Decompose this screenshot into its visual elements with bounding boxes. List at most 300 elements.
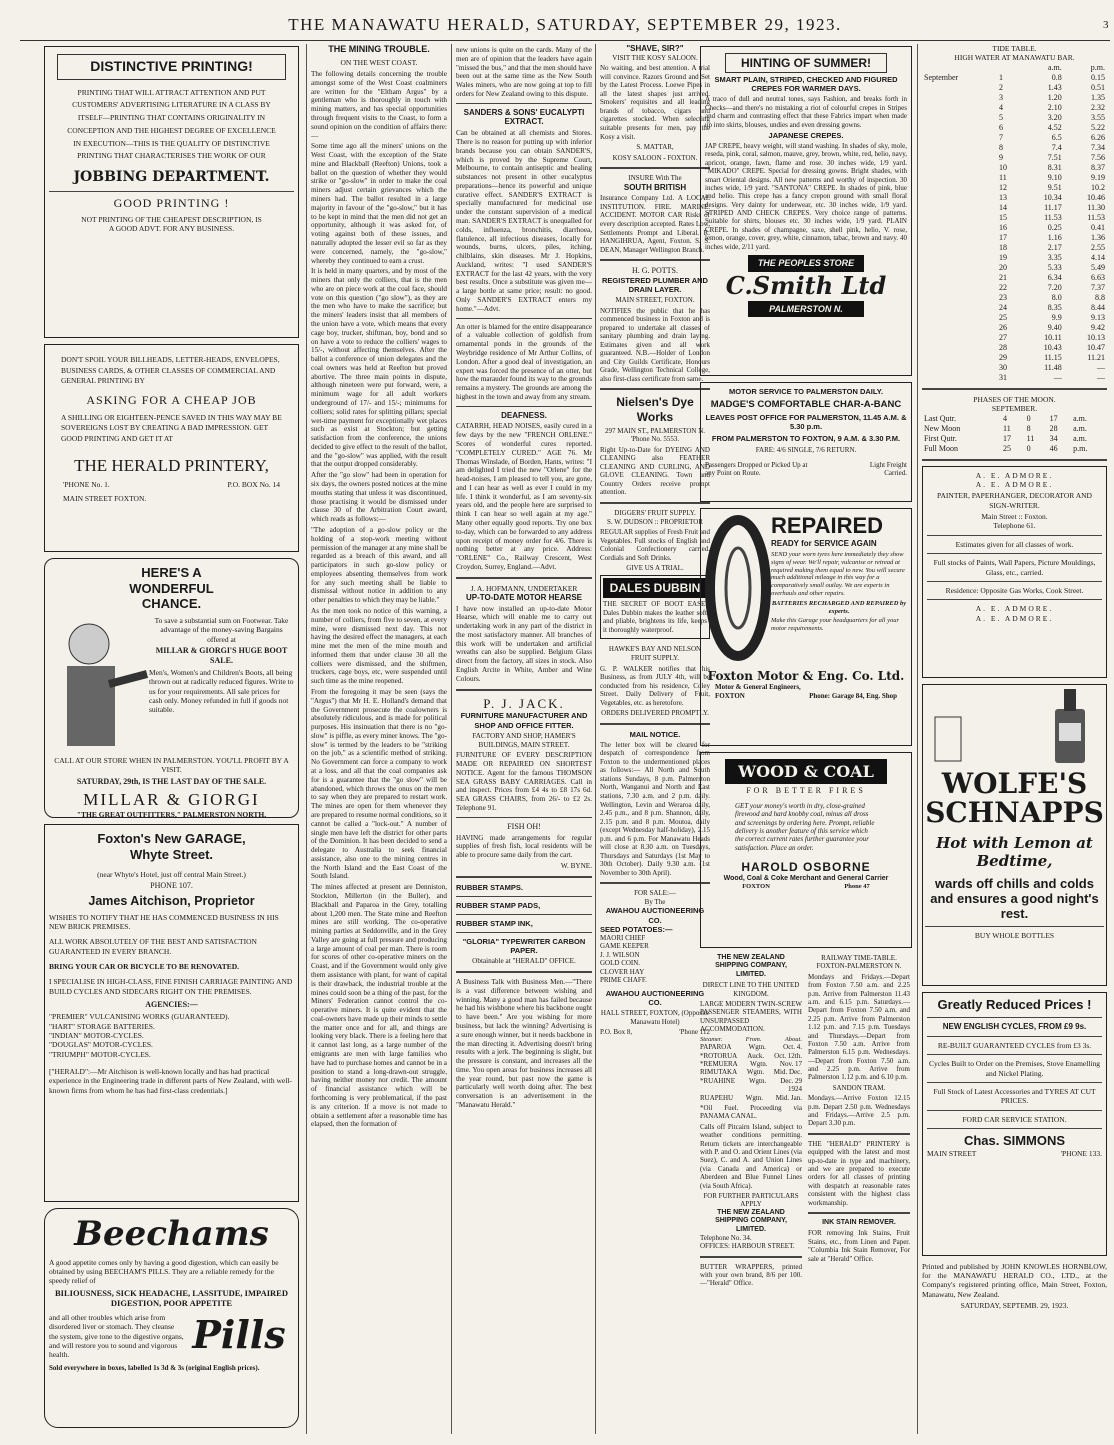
ad-body: PRINTING THAT WILL ATTRACT ATTENTION AND PUT CUSTOMERS' ADVERTISING LITERATURE IN A CLASS BY ITSELF—PRINTING THAT CONTAINS ORIGINALITY IN CONCEPTION AND THE HIGHEST DEGREE OF EXCELLENCE IN EXECUTION—THIS IS THE QUALITY OF DISTINCTIVE PRINTING THAT CHARACTERISES THE WORK OF OUR [67, 87, 276, 161]
tide-row [922, 313, 1107, 323]
buy-bottles: BUY WHOLE BOTTLES [974, 930, 1055, 940]
jack-address: FACTORY AND SHOP, HAMER'S BUILDINGS, MAIN STREET. [472, 731, 576, 749]
tide-time: — [1097, 362, 1105, 372]
gloria-heading: "GLORIA" TYPEWRITER CARBON PAPER. [462, 937, 586, 956]
cheap-job-heading: ASKING FOR A CHEAP JOB [86, 392, 257, 407]
for-sale: FOR SALE:— [634, 889, 676, 898]
column-5 [700, 44, 912, 1434]
tide-row [922, 233, 1107, 243]
column-4 [600, 44, 710, 1434]
article-paragraph: Some time ago all the miners' unions on the West Coast, with the exception of the State mine and Blackball (Reefton) Unions, took a ballot on the question of whether they would strike or "go-slow" in order to make the coal miners adjust certain grievances which the miners had. The ballot resulted in a large majority in favour of the "go-slow," but it has to be kept in mind that the men did not get an opportunity, although it was asked for, of voting against both of these issues, and naturally adopted the lesser evil so far as they were concerned, namely, the "go-slow," whereby they continued to earn a crust. [311, 142, 447, 265]
ship-cell: RUAPEHU [700, 1093, 734, 1102]
agency-item: "TRIUMPH" MOTOR-CYCLES. [49, 1049, 151, 1059]
accessories-stock: Full Stock of Latest Accessories and TYRES AT CUT PRICES. [933, 1086, 1096, 1106]
shave-heading: "SHAVE, SIR?" [626, 44, 684, 53]
tide-day: 2 [999, 82, 1004, 92]
garage-heading: Foxton's New GARAGE, Whyte Street. [97, 831, 246, 863]
stamp-item: RUBBER STAMPS. [456, 882, 523, 892]
tide-time: 10.43 [1043, 342, 1062, 352]
smith-location: PALMERSTON N. [748, 301, 864, 318]
deafness-body: CATARRH, HEAD NOISES, easily cured in a few days by the new "FRENCH ORLENE." Scores of wonderful cures reported. "COMPLETELY CURED." AGE 76. Mr Thomas Winslade, of Borden, Hants, writes: "I am delighted I tried the new "Orlene" for the head-noises, I am pleased to tell you, are gone, and I can hear as well as ever I could in my life. I think it wonderful, as I am seventy-six years old, and the people here are surprised to think I can hear so well again at my age." Many other equally good reports. Try one box to-day, which can be forwarded to any address upon receipt of money order for 4/6. There is nothing better at any price. Address: "ORLENE" Co., Railway Crescent, West Croydon, Surrey, England.—Advt. [456, 422, 592, 571]
distinctive-printing-ad [44, 46, 299, 338]
tide-day: 23 [999, 292, 1008, 302]
gloria-sub: Obtainable at "HERALD" OFFICE. [472, 957, 576, 966]
tide-row [922, 143, 1107, 153]
admore-name: A. E. ADMORE. [975, 479, 1054, 489]
tide-row [922, 163, 1107, 173]
tide-row [922, 283, 1107, 293]
moon-cell: 46 [1049, 443, 1058, 453]
business-talk: A Business Talk with Business Men.—"There is a vast difference between wishing and winning. Many a good man has failed because he had his wishbone where his backbone ought to have been." Are you wishing for more business, but lack the winning? Advertising is a sure enough winner, but it needs backbone in the man directing it. Advertising doesn't bring results with a jerk. The beginning is slight, but the pressure is constant, and increases all the time. You open areas for business increases all the year round, but past now the game is particularly well worth doing after. The best conversation is an advertisement in the "Manawatu Herald." [456, 978, 592, 1110]
ships-table [700, 1043, 802, 1102]
tide-time: — [1053, 372, 1062, 382]
tide-row: September 1 0.8 0.15 [924, 72, 1105, 82]
tide-time: 1.36 [1091, 232, 1105, 242]
jack-subtitle: FURNITURE MANUFACTURER AND SHOP AND OFFICE FITTER. [460, 711, 588, 730]
orders-delivered: ORDERS DELIVERED PROMPTLY. [601, 709, 709, 718]
admore-name: A. E. ADMORE. [975, 604, 1054, 614]
chance-last-day: SATURDAY, 29th, IS THE LAST DAY OF THE SALE. [76, 776, 267, 786]
sale-item: MAORI CHIEF [600, 933, 646, 942]
column-2 [311, 44, 447, 1434]
tide-time: 11.21 [1087, 352, 1105, 362]
tide-day: 29 [999, 352, 1008, 362]
garage-near: (near Whyte's Hotel, just off central Main Street.) [97, 869, 246, 879]
ships-header: From. [745, 1035, 762, 1043]
foxton-motor-ad [700, 508, 912, 746]
ship-cell: Mid. Jan. [775, 1093, 802, 1102]
tide-day: 4 [999, 102, 1004, 112]
tide-row [922, 173, 1107, 183]
tide-row [922, 113, 1107, 123]
column-6 [922, 44, 1107, 1434]
admore-telephone: Telephone 61. [993, 521, 1036, 531]
simmons-phone: 'PHONE 133. [1060, 1149, 1102, 1159]
diggers-body: REGULAR supplies of Fresh Fruit and Vegetables. Full stocks of English and Colonial Confectionery carried. Cordials and Soft Drinks. [600, 528, 710, 562]
repaired-heading: REPAIRED [771, 513, 884, 538]
ship-cell: Wgtn. [746, 1068, 765, 1077]
tide-day: 16 [999, 222, 1008, 232]
nzsc-direct: DIRECT LINE TO THE UNITED KINGDOM. [702, 981, 800, 998]
hawkes-heading: HAWKE'S BAY AND NELSON FRUIT SUPPLY. [608, 645, 702, 662]
tide-day: 1 [999, 72, 1004, 82]
undertaker-name: J. A. HOFMANN, UNDERTAKER [470, 583, 578, 593]
tide-row [922, 83, 1107, 93]
nielsen-name: Nielsen's Dye Works [616, 395, 694, 425]
good-printing-body: NOT PRINTING OF THE CHEAPEST DESCRIPTION, IS A GOOD ADVT. FOR ANY BUSINESS. [81, 214, 262, 233]
smith-logo: C.Smith Ltd [725, 270, 887, 300]
tide-row [922, 103, 1107, 113]
phone-number: 'Phone 112 [679, 1028, 710, 1037]
potts-sub: REGISTERED PLUMBER AND DRAIN LAYER. [602, 275, 708, 295]
tide-row [922, 293, 1107, 303]
tide-time: 8.0 [1051, 292, 1062, 302]
admore-residence: Residence: Opposite Gas Works, Cook Street. [945, 585, 1084, 595]
tide-time: 0.15 [1091, 72, 1105, 82]
ship-cell: Wgtn. [750, 1060, 768, 1069]
ship-cell: PAPAROA [700, 1043, 732, 1052]
tide-time: 4.14 [1091, 252, 1105, 262]
wood-coal-heading: WOOD & COAL [725, 759, 887, 784]
tide-row [922, 153, 1107, 163]
mail-heading: MAIL NOTICE. [629, 729, 681, 739]
tide-day: 28 [999, 342, 1008, 352]
agency-item: "INDIAN" MOTOR-CYCLES. [49, 1030, 144, 1040]
moon-row [922, 434, 1107, 444]
agencies-heading: AGENCIES:— [145, 1000, 198, 1010]
tide-row [922, 93, 1107, 103]
herald-printery-ad [44, 344, 299, 552]
admore-ad [922, 466, 1107, 678]
article-paragraph: The mines affected at present are Denniston, Stockton, Millerton (in the Buller), and Blackball and Paparoa in the Grey, totalling about 1,200 men. The State mine and Reefton mines are still working. The co-operative mining parties at Seddonville, and in the Grey Valley are going at full pressure and producing a large amount of coal per man. There is room for scores of other co-operative miners on the Coast, and if the Government would only give them assistance with plant, for want of capital is their drawback, the industrial trouble at the mines could soon be a thing of the past, for the Miners' Federation cannot control the co-operative miners. It is quite evident that the coal-owners have made up their minds to settle the matter once and for all, and things are looking very black. There is a feeling here that it cannot last long, as a large number of the emigrants are men with large families who have had to purchase homes and cannot be in a position to stand a long-drawn-out struggle, having neither money nor credit. The amount of financial assistance which will be forthcoming is very problematical, if the past is any criterion. If a move is not made to obtain a settlement after a reasonable time has elapsed, then the formation of [311, 883, 447, 1129]
masthead [20, 10, 1110, 41]
butter-wrappers: BUTTER WRAPPERS, printed with your own brand, 8/6 per 100. —"Herald" Office. [700, 1262, 802, 1288]
moon-cell: a.m. [1073, 413, 1087, 423]
moon-cell: 4 [1003, 413, 1008, 423]
shilling-text: A SHILLING OR EIGHTEEN-PENCE SAVED IN THIS WAY MAY BE SOVEREIGNS LOST BY CREATING A BAD IMPRESSION. GET GOOD PRINTING AND GET IT AT [61, 412, 282, 443]
tide-day: 31 [999, 372, 1008, 382]
tide-time: 9.40 [1047, 322, 1062, 332]
further-particulars: FOR FURTHER PARTICULARS APPLY [703, 1191, 799, 1209]
moon-cell: New Moon [924, 423, 961, 433]
repaired-body: SEND your worn tyres here immediately they show signs of wear. We'll repair, vulcanise or retread at required making them equal to new. You will secure much additional mileage in this way for a comparatively small outlay. We are experts in overhauls and other repairs. [771, 550, 905, 597]
madge-char-a-banc-ad [700, 382, 912, 502]
tide-heading: TIDE TABLE. [992, 44, 1037, 53]
hint-body: A traco of dull and neutral tones, says Fashion, and breaks forth in Checks—and there's no mistaking a riot of colourful crepes in Stripes and charm and contrasting effect that these Fabrics impart when made up into skirts, blouses, undies and even dressing gowns. [705, 95, 907, 129]
tide-row [922, 333, 1107, 343]
publisher-imprint: Printed and published by JOHN KNOWLES HORNBLOW, for the MANAWATU HERALD CO., LTD., at the Company's registered printing office, Main Street, Foxton, Manawatu, New Zealand. [922, 1261, 1107, 1299]
mail-body: The letter box will be cleared for despatch of correspondence from Foxton to the undermentioned places as follows:— All North and South stations Sundays, 8 p.m. Palmerston North, Wanganui and North and East stations, 7.30 a.m. and 2 p.m. daily. Wellington, Levin and Weraroa daily, 2.45 p.m., and 8 p.m. Shannon, daily, 2.15 p.m. and 8 p.m. Moutoa, daily (except Wednesday half-holiday), 2.15 p.m. and 6 p.m. For Manawatu Heads will close at 8.30 a.m. on Tuesdays, Thursdays and Saturdays (1st May to 30th October). Daily 9.30 a.m. (1st November to 30th April). [600, 740, 710, 877]
tide-row [922, 223, 1107, 233]
foxton-motor-town: FOXTON [715, 691, 745, 700]
tide-row [922, 363, 1107, 373]
tide-day: 22 [999, 282, 1008, 292]
outfitters-tagline: "THE GREAT OUTFITTERS," PALMERSTON NORTH. [76, 809, 267, 819]
potts-name: H. G. POTTS. [631, 266, 678, 276]
ship-cell: Oct. 4. [783, 1043, 802, 1052]
ship-cell: Mid. Dec. [773, 1068, 802, 1077]
article-paragraph: The following details concerning the trouble amongst some of the West Coast coalminers are written for the "Eltham Argus" by a gentleman who is thoroughly in touch with mining matters, and has special opportunities through frequent visits to the Coast, to form a sound opinion on the condition of affairs there:— [311, 70, 447, 140]
south-british-name: SOUTH BRITISH [623, 182, 687, 192]
tide-time: 10.34 [1043, 192, 1062, 202]
repaired-sub: READY for SERVICE AGAIN [771, 539, 877, 549]
ship-row [700, 1068, 802, 1076]
dales-dubbin-ad [600, 575, 710, 640]
tide-time: 1.20 [1047, 92, 1062, 102]
tide-time: 11.53 [1044, 212, 1062, 222]
admore-stock: Full stocks of Paints, Wall Papers, Picture Mouldings, Glass, etc., carried. [933, 558, 1096, 577]
madge-name: MADGE'S COMFORTABLE CHAR-A-BANC [710, 399, 902, 410]
tide-am-header: a.m. [1047, 62, 1062, 72]
tide-time: 6.26 [1091, 132, 1105, 142]
tide-time: 0.8 [1051, 72, 1062, 82]
chance-intro: To save a substantial sum on Footwear. Take advantage of the money-saving Bargains offered at [154, 615, 289, 644]
tide-day: 11 [999, 172, 1007, 182]
jap-heading: JAPANESE CREPES. [768, 130, 844, 140]
sale-item: GAME KEEPER [600, 942, 649, 951]
awahou-name: AWAHOU AUCTIONEERING CO. [605, 989, 705, 1008]
hearse-body: I have now installed an up-to-date Motor Hearse, which will enable me to carry out undertaking work in any part of the district in the most satisfactory manner. All branches of this work will be undertaken and artificial wreaths can also be supplied. Belgium Glass direct from the factory, all sizes in stock. Also English Arcite in White, Amber and Wine Colours. [456, 604, 592, 683]
admore-name: A. E. ADMORE. [975, 613, 1054, 623]
hearse-heading: UP-TO-DATE MOTOR HEARSE [465, 592, 582, 602]
walker-notice: G. P. WALKER notifies that his Business, as from JULY 4th, will be conducted from his residence, Coley Street. Daily Delivery of Fruit, Vegetables, etc. as heretofore. [600, 664, 710, 707]
tide-time: 4.52 [1047, 122, 1062, 132]
po-box: P.O. Box 8, [600, 1028, 633, 1037]
ship-cell: Oct. 12th. [774, 1051, 802, 1060]
tide-row [922, 373, 1107, 383]
dales-logo: DALES DUBBIN [603, 578, 707, 599]
tide-time: 5.49 [1091, 262, 1105, 272]
tide-time: 2.32 [1091, 102, 1105, 112]
osborne-sub: Wood, Coal & Coke Merchant and General Carrier [723, 874, 889, 882]
madge-leaves: LEAVES POST OFFICE FOR PALMERSTON, 11.45 A.M. & 5.30 p.m. [705, 413, 907, 432]
tide-pm-header: p.m. [1090, 62, 1105, 72]
sanders-heading: SANDERS & SONS' EUCALYPTI EXTRACT. [463, 107, 585, 127]
ship-cell: Wgtn. [748, 1043, 766, 1052]
madge-passengers: Passengers Dropped or Picked Up at any Point on Route. [705, 460, 808, 478]
tide-row [922, 263, 1107, 273]
tide-row [922, 323, 1107, 333]
hot-with-lemon: Hot with Lemon at Bedtime, [936, 833, 1093, 871]
jap-body: JAP CREPE, heavy weight, will stand washing. In shades of sky, mole, reseda, pink, coral, salmon, mauve, grey, brown, white, red, helio, navy, apricot, orange, fawn, flame and rose. 30 inches wide, 1/9 yard. "MIKADO" CREPE. Special for dressing gowns. Bright shades, with smart Oriental designs. All new patterns and worthy of inspection. 30 inches wide, 1/9 yard. "SANTONA" CREPE. In shades of pink, blue and helio. This crepe has a fancy crepon ground with small floral designs. Very dainty for underwear, etc. 30 inches wide, 1/9 yard. STRIPED AND CHECK CREPES. Very choice range of patterns. Suitable for shirts, blouses etc. 30 inches wide, 1/9 yard. PLAIN CREPE. In shades of champagne, saxe, shell pink, helio, V. rose, lemon, orange, cover, grey, white, cinnamon, tabac, brown and navy. 40 inches wide, 2/11 yard. [705, 141, 907, 251]
potts-address: MAIN STREET, FOXTON. [615, 296, 695, 305]
tide-day: 21 [999, 272, 1008, 282]
wolfes-schnapps-ad [922, 684, 1107, 986]
moon-cell: a.m. [1073, 433, 1087, 443]
agency-item: "PREMIER" VULCANISING WORKS (GUARANTEED). [49, 1012, 230, 1022]
moon-cell: 0 [1026, 413, 1031, 423]
peoples-store-banner: THE PEOPLES STORE [748, 255, 864, 272]
rebuilt-cycles: RE-BUILT GUARANTEED CYCLES from £3 3s. [937, 1040, 1092, 1050]
ford-service: FORD CAR SERVICE STATION. [962, 1114, 1067, 1124]
cycles-built: Cycles Built to Order on the Premises, Stove Enamelling and Nickel Plating. [928, 1059, 1101, 1078]
railway-heading: RAILWAY TIME-TABLE. [821, 954, 897, 962]
ship-row [700, 1094, 802, 1102]
admore-trade: PAINTER, PAPERHANGER, DECORATOR AND SIGN-WRITER. [937, 491, 1092, 510]
tide-day: 12 [999, 182, 1008, 192]
deafness-heading: DEAFNESS. [501, 410, 547, 420]
ship-cell: Wgtn. [745, 1093, 764, 1102]
shave-sub: VISIT THE KOSY SALOON. [612, 53, 698, 62]
pills-logo: Pills [192, 1311, 286, 1357]
boy-pointing-illustration [49, 614, 149, 754]
sandon-heading: SANDON TRAM. [832, 1083, 886, 1092]
ship-row [700, 1077, 802, 1085]
column-3 [456, 44, 592, 1434]
beechams-body: A good appetite comes only by having a good digestion, which can easily be obtained by using BEECHAM'S PILLS. They are a reliable remedy for the speedy relief of [49, 1257, 279, 1286]
tide-time: 6.5 [1051, 132, 1062, 142]
admore-name: A. E. ADMORE. [975, 470, 1054, 480]
ship-cell: Dec. 29 [780, 1076, 802, 1085]
south-british-body: Insurance Company Ltd. A LOCAL INSTITUTION. FIRE. MARINE. ACCIDENT. MOTOR CAR Risks of every description accepted. Rates Low, Settlements Prompt and Liberal. R. HANGIHRUA, Agent, Foxton. S. S. DEAN, Manager Wellington Branch. [600, 194, 710, 254]
ship-row [700, 1060, 802, 1068]
po-box: P.O. BOX No. 14 [227, 480, 280, 490]
tide-time: 3.20 [1047, 112, 1062, 122]
article-paragraph: After the "go slow" had been in operation for six days, the owners posted notices at the mine mouths stating that unless it was discontinued, those practising it would be dismissed under clause 30 of the Arbitration Court award, which reads as follows:— [311, 471, 447, 524]
jack-name: P. J. JACK. [483, 695, 565, 711]
sale-item: GOLD COIN. [600, 959, 641, 968]
tide-day: 14 [999, 202, 1008, 212]
tide-time: 3.35 [1047, 252, 1062, 262]
agency-item: "HART" STORAGE BATTERIES. [49, 1021, 155, 1031]
wood-coal-body: GET your money's worth in dry, close-grained firewood and hard knobby coal, minus all dross and screenings by ordering here. Prompt, reliable delivery is another feature of this service which the correct current rates further guarantee your satisfaction. Place an order. [735, 801, 875, 852]
simmons-name: Chas. SIMMONS [963, 1133, 1066, 1148]
osborne-name: HAROLD OSBORNE [741, 860, 871, 875]
tide-time: 6.34 [1047, 272, 1062, 282]
chance-heading: HERE'S A WONDERFUL CHANCE. [129, 565, 214, 612]
column-1 [44, 44, 299, 1434]
tide-row [922, 353, 1107, 363]
chance-shop: MILLAR & GIORGI'S HUGE BOOT SALE. [155, 645, 288, 665]
tide-time: 5.22 [1091, 122, 1105, 132]
beechams-ad [44, 1208, 299, 1428]
tide-time: 9.13 [1091, 312, 1105, 322]
foxton-motor-sub: Motor & General Engineers, [715, 683, 801, 692]
hint-subtitle: SMART PLAIN, STRIPED, CHECKED AND FIGURED CREPES FOR WARMER DAYS. [714, 75, 898, 94]
shave-body: No waiting, and best attention. A trial will convince. Razors Ground and Set by the Latest Process. Loewe Pipes in all the latest shapes just arrived. Smokers' requisites and all leading brands of tobacco, cigars and cigarettes stocked. When selecting suitable presents for men, pay the Kosy a visit. [600, 64, 710, 141]
nielsen-address: 297 MAIN ST., PALMERSTON N. 'Phone No. 5553. [604, 426, 706, 444]
garage-proprietor: James Aitchison, Proprietor [88, 893, 255, 908]
tide-day: 30 [999, 362, 1008, 372]
tide-time: 8.37 [1091, 162, 1105, 172]
hint-heading: HINTING OF SUMMER! [725, 53, 887, 73]
tide-day: 24 [999, 302, 1008, 312]
tide-day: 19 [999, 252, 1008, 262]
tide-day: 27 [999, 332, 1008, 342]
tide-time: 9.42 [1091, 322, 1105, 332]
tide-time: 7.4 [1051, 142, 1062, 152]
railway-sub: FOXTON-PALMERSTON N. [816, 962, 902, 971]
beechams-logo: Beechams [74, 1214, 269, 1254]
fish-body: HAVING made arrangements for regular supplies of fresh fish, local residents will be able to procure same daily from the cart. [456, 833, 592, 860]
admore-street: Main Street :: Foxton. [981, 512, 1048, 521]
fish-heading: FISH OH! [507, 821, 541, 831]
millar-giorgi-name: MILLAR & GIORGI [83, 789, 260, 809]
garage-bring: BRING YOUR CAR OR BICYCLE TO BE RENOVATED. [49, 962, 240, 971]
tide-time: 7.37 [1091, 282, 1105, 292]
garage-work: ALL WORK ABSOLUTELY OF THE BEST AND SATISFACTION GUARANTEED IN EVERY BRANCH. [49, 937, 257, 956]
tide-time: 2.17 [1047, 242, 1062, 252]
fish-name: W. BYNE. [560, 861, 592, 870]
motor-service-heading: MOTOR SERVICE TO PALMERSTON DAILY. [728, 387, 884, 396]
madge-fare: FARE: 4/6 SINGLE, 7/6 RETURN. [755, 446, 857, 455]
tide-day: 9 [999, 152, 1004, 162]
beechams-more: and all other troubles which arise from disordered liver or stomach. They cleanse the system, give tone to the digestive organs, and will restore you to sound and vigorous health. [49, 1312, 184, 1360]
tide-time: 0.25 [1047, 222, 1062, 232]
ship-cell: *RUAHINE [700, 1076, 735, 1085]
tide-time: 3.55 [1091, 112, 1105, 122]
nielsen-body: Right Up-to-Date for DYEING AND CLEANING also FEATHER CLEANING AND CURLING, AND GLOVE CLEANING. Town and Country Orders receive prompt attention. [600, 445, 710, 497]
batteries-text: BATTERIES RECHARGED AND REPAIRED by experts. [771, 599, 907, 615]
agency-item: "DOUGLAS" MOTOR-CYCLES. [49, 1040, 153, 1050]
moon-row [922, 414, 1107, 424]
ink-body: FOR removing Ink Stains, Fruit Stains, etc., from Linen and Paper. "Columbia Ink Stain Remover, For sale at "Herald" Office. [808, 1229, 910, 1263]
ship-cell: RIMUTAKA [700, 1068, 738, 1077]
osborne-town: FOXTON [742, 882, 770, 890]
tide-time: 9.19 [1091, 172, 1105, 182]
tide-time: 0.51 [1091, 82, 1105, 92]
oil-note: *Oil Fuel. Proceeding via PANAMA CANAL. [700, 1104, 802, 1121]
tide-day: 10 [999, 162, 1008, 172]
ship-row [700, 1043, 802, 1051]
tide-day: 18 [999, 242, 1008, 252]
beechams-sold: Sold everywhere in boxes, labelled 1s 3d & 3s (original English prices). [49, 1363, 260, 1372]
moon-cell: 17 [1049, 413, 1058, 423]
tide-time: 10.13 [1087, 332, 1105, 342]
tide-row [922, 183, 1107, 193]
tide-day: 5 [999, 112, 1004, 122]
wolfes-schnapps-name: WOLFE'S SCHNAPPS [925, 766, 1104, 830]
tide-time: 0.41 [1091, 222, 1105, 232]
article-paragraph: "The adoption of a go-slow policy or the holding of a stop-work meeting without permission of the manager at any mine shall be regarded as a breach of this award, and all participators in such go-slow policy or employees absenting themselves from work for any such meeting shall be liable to dismissal without notice in addition to any other penalties to which they may be liable." [311, 525, 447, 605]
give-trial: GIVE US A TRIAL. [626, 564, 684, 573]
article-continuation: new unions is quite on the cards. Many of the men are of opinion that the leaders have again "missed the bus," and that the men should have been out at the same time as the New South Wales miners, who are now going at top to fill orders for New Zealand owing to this dispute. [456, 46, 592, 98]
tide-row [922, 273, 1107, 283]
tide-row [922, 303, 1107, 313]
ship-cell: Wgtn. [748, 1076, 767, 1085]
tide-time: 7.51 [1047, 152, 1062, 162]
tide-time: 2.10 [1047, 102, 1062, 112]
tide-day: 6 [999, 122, 1004, 132]
tide-day: 26 [999, 322, 1008, 332]
admore-estimates: Estimates given for all classes of work. [955, 539, 1074, 549]
tide-row [922, 213, 1107, 223]
street-address: MAIN STREET FOXTON. [63, 493, 147, 503]
tide-day: 25 [999, 312, 1008, 322]
tide-time: 9.10 [1047, 172, 1062, 182]
tide-day: 20 [999, 262, 1008, 272]
insure-heading: INSURE With The [628, 174, 682, 183]
moon-table [922, 414, 1107, 454]
tide-time: 8.8 [1095, 292, 1105, 302]
seed-potatoes: SEED POTATOES:— [600, 924, 673, 934]
hinting-summer-ad [700, 46, 912, 376]
tide-time: 7.56 [1091, 152, 1105, 162]
new-cycles: NEW ENGLISH CYCLES, FROM £9 9s. [942, 1021, 1087, 1031]
moon-month: SEPTEMBER. [991, 404, 1038, 414]
potts-body: NOTIFIES the public that he has commenced business in Foxton and is prepared to undertake all classes of sanitary plumbing and drain laying. Estimates given and all work guaranteed. N.B.—Holder of London and City Guilds Certificate, Honours Grade, Wellington Technical College, also first-class certificate from same. [600, 306, 710, 383]
ship-cell: 1924 [788, 1085, 802, 1094]
for-sale-by: By The [644, 897, 666, 906]
millar-giorgi-ad [44, 558, 299, 818]
garage-headquarters: Make this Garage your headquarters for all your motor requirements. [771, 617, 900, 633]
beechams-ailments: BILIOUSNESS, SICK HEADACHE, LASSITUDE, IMPAIRED DIGESTION, POOR APPETITE [55, 1287, 288, 1309]
tide-time: 11.48 [1044, 362, 1062, 372]
sanders-body: Can be obtained at all chemists and Stores. There is no reason for putting up with inferior brands because you can obtain SANDER'S, which is proved by the Supreme Court, Melbourne, to contain antiseptic and healing substances not present in other eucalyptus preparations—hence its powerful and unique curative effect. SANDER'S EXTRACT is specially manufactured for medicinal use under the constant supervision of a medical man. SANDER'S EXTRACT is unequalled for colds, influenza, bronchitis, diarrhoea, flatulence, all infectious diseases, locally for wounds, burns, ulcers, piles, itching, chilblains, skin diseases. Mr J. Hopkins, Auckland, writes: "I used SANDER'S EXTRACT for the last 42 years, with the very best results. Once a substitute was given me—a large bottle at same price; result: no good. Only SANDER'S EXTRACT enters my home."—Advt. [456, 129, 592, 313]
moon-cell: 17 [1003, 433, 1012, 443]
wards-off-chills: wards off chills and colds and ensures a good night's rest. [930, 876, 1099, 922]
tide-time: 1.43 [1047, 82, 1062, 92]
tide-time: 9.9 [1051, 312, 1062, 322]
foxton-garage-ad [44, 824, 299, 1202]
tide-day: 8 [999, 142, 1004, 152]
ink-heading: INK STAIN REMOVER. [822, 1218, 896, 1226]
garage-phone: PHONE 107. [150, 880, 193, 890]
ship-row [700, 1052, 802, 1060]
tide-row [922, 343, 1107, 353]
tide-time: 11.17 [1044, 202, 1062, 212]
ships-header: About. [784, 1035, 802, 1043]
madge-from: FROM PALMERSTON TO FOXTON, 9 A.M. & 3.30 P.M. [711, 434, 901, 444]
tide-time: 5.33 [1047, 262, 1062, 272]
moon-row [922, 444, 1107, 454]
garage-herald-note: ["HERALD":—Mr Aitchison is well-known locally and has had practical experience in the Engineering trade in different parts of New Zealand, with well-known firms from whom he has had first-class credentials.] [49, 1067, 292, 1095]
diggers-heading: DIGGERS' FRUIT SUPPLY. [614, 508, 696, 517]
simmons-street: MAIN STREET [927, 1149, 977, 1159]
tide-time: 10.11 [1044, 332, 1062, 342]
garage-specialise: I SPECIALISE IN HIGH-CLASS, FINE FINISH CARRIAGE PAINTING AND BUILD CYCLES AND SIDECARS RIGHT ON THE PREMISES. [49, 977, 293, 996]
tide-time: 7.34 [1091, 142, 1105, 152]
